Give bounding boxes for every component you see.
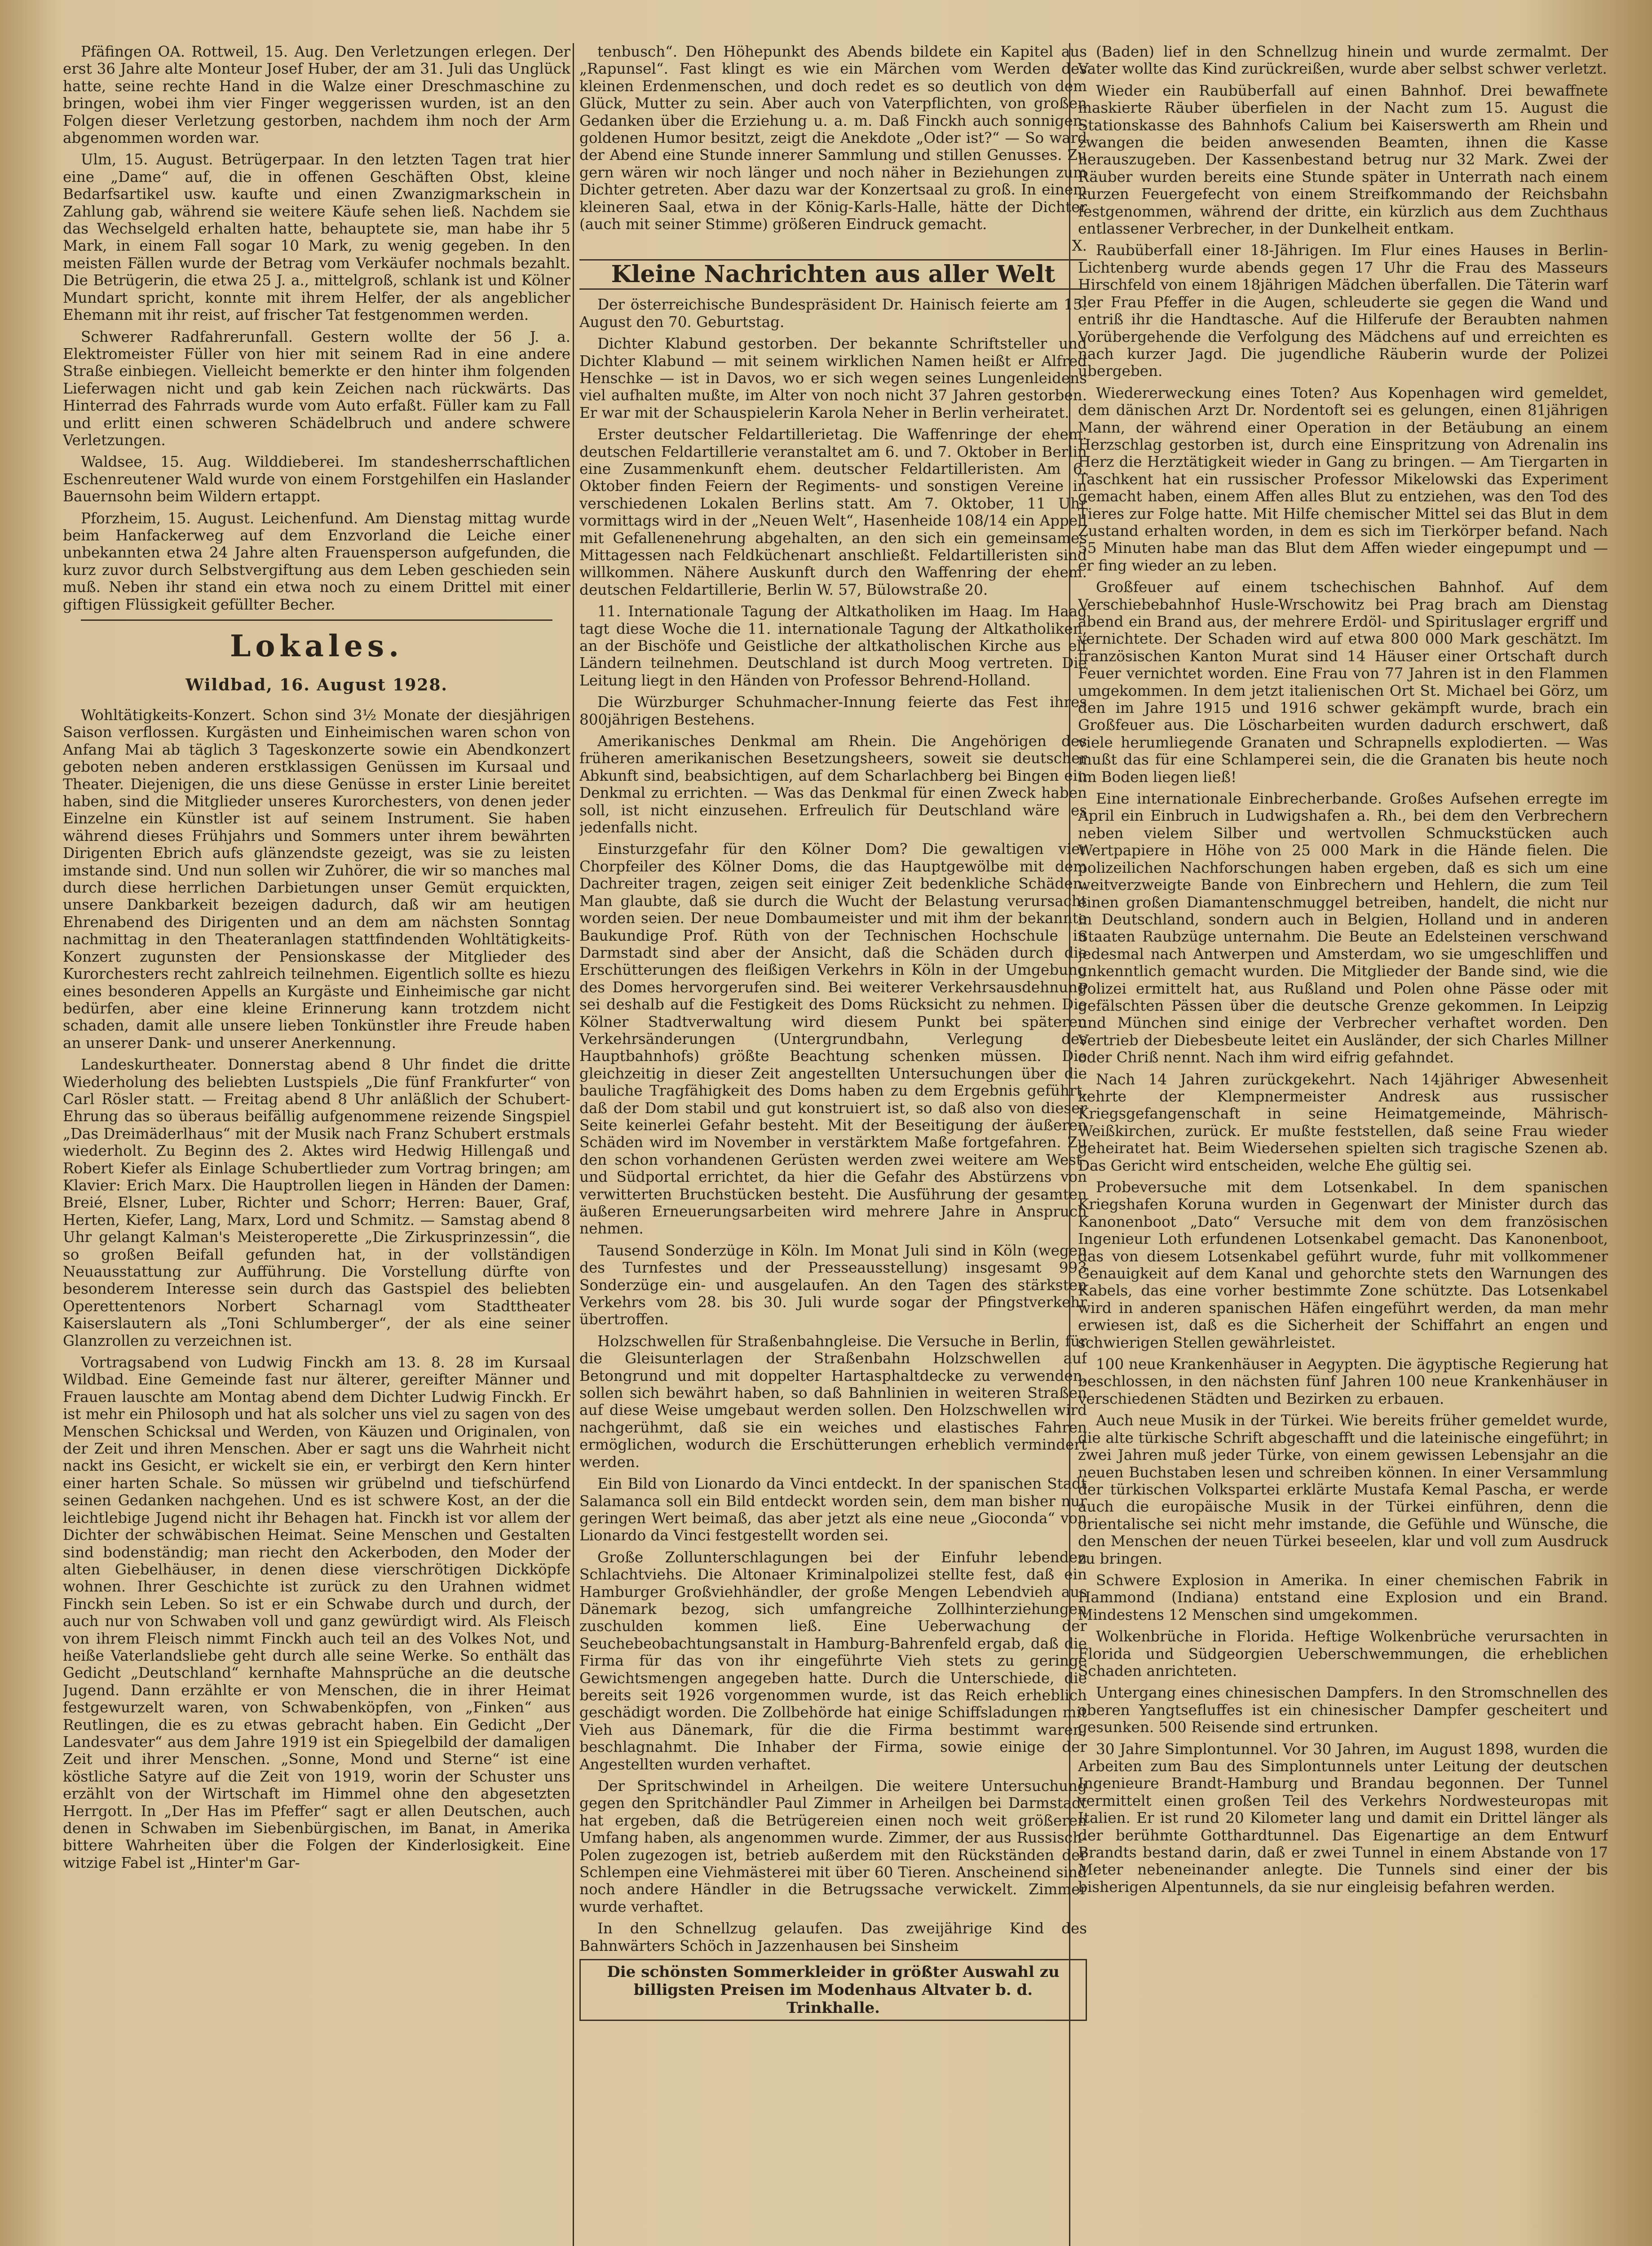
regional-news (63, 43, 570, 613)
article-paragraph: Die Würzburger Schuhmacher-Innung feierte das Fest ihres 800jährigen Bestehens. (579, 694, 1087, 728)
article-paragraph: Wolkenbrüche in Florida. Heftige Wolkenbrüche verursachten in Florida und Südgeorgien Ueberschwemmungen, die erheblichen Schaden anrichteten. (1078, 1628, 1608, 1680)
article-paragraph: Auch neue Musik in der Türkei. Wie bereits früher gemeldet wurde, die alte türkische Schrift abgeschafft und die lateinische eingeführt; in zwei Jahren muß jeder Türke, von einem gewissen Lebensjahr an die neuen Buchstaben lesen und schreiben können. In einer Versammlung der türkischen Volkspartei erklärte Mustafa Kemal Pascha, er werde auch die europäische Musik in der Türkei einführen, denn die orientalische sei nicht mehr imstande, die Gefühle und Wünsche, die den Menschen der neuen Türkei beseelen, klar und voll zum Ausdruck zu bringen. (1078, 1412, 1608, 1567)
column-1 (63, 43, 570, 2246)
dateline: Wildbad, 16. August 1928. (186, 676, 448, 694)
article-paragraph: Große Zollunterschlagungen bei der Einfuhr lebenden Schlachtviehs. Die Altonaer Kriminalpolizei stellte fest, daß ein Hamburger Großviehhändler, der große Mengen Lebendvieh aus Dänemark bezog, sich umfangreiche Zollhinterziehungen zuschulden kommen ließ. Eine Ueberwachung der Seuchebeobachtungsanstalt in Hamburg-Bahrenfeld ergab, daß die Firma für das von ihr eingeführte Vieh stets zu geringe Gewichtsmengen angegeben hatte. Durch die Unterschiede, die bereits seit 1926 vorgenommen wurde, ist das Reich erheblich geschädigt worden. Die Zollbehörde hat einige Schiffsladungen mit Vieh aus Dänemark, für die die Firma bestimmt waren, beschlagnahmt. Die Inhaber der Firma, sowie einige der Angestellten wurden verhaftet. (579, 1548, 1087, 1773)
world-news-continued (1078, 43, 1608, 1896)
review-continuation (579, 43, 1087, 233)
article-paragraph: Ein Bild von Lionardo da Vinci entdeckt. In der spanischen Stadt Salamanca soll ein Bild entdeckt worden sein, dem man bisher nur geringen Wert beimaß, das aber jetzt als eine neue „Gioconda“ von Lionardo da Vinci festgestellt worden sei. (579, 1475, 1087, 1544)
article-paragraph: Der Spritschwindel in Arheilgen. Die weitere Untersuchung gegen den Spritchändler Paul Zimmer in Arheilgen bei Darmstadt hat ergeben, daß die Betrügereien einen noch weit größeren Umfang haben, als angenommen wurde. Zimmer, der aus Russisch-Polen zugezogen ist, betrieb außerdem mit den Rückständen der Schlempen eine Viehmästerei mit über 60 Tieren. Anscheinend sind noch andere Händler in die Betrugssache verwickelt. Zimmer wurde verhaftet. (579, 1777, 1087, 1915)
article-paragraph: 30 Jahre Simplontunnel. Vor 30 Jahren, im August 1898, wurden die Arbeiten zum Bau des Simplontunnels unter Leitung der deutschen Ingenieure Brandt-Hamburg und Brandau begonnen. Der Tunnel vermittelt einen großen Teil des Verkehrs Nordwesteuropas mit Italien. Er ist rund 20 Kilometer lang und damit ein Drittel länger als der berühmte Gotthardtunnel. Das Eigenartige an dem Entwurf Brandts bestand darin, daß er zwei Tunnel in einem Abstande von 17 Meter nebeneinander anlegte. Die Tunnels sind einer der bis bisherigen Alpentunnels, da sie nur eingleisig befahren werden. (1078, 1740, 1608, 1896)
article-paragraph: Vortragsabend von Ludwig Finckh am 13. 8. 28 im Kursaal Wildbad. Eine Gemeinde fast nur älterer, gereifter Männer und Frauen lauschte am Montag abend dem Dichter Ludwig Finckh. Er ist mehr ein Philosoph und hat als solcher uns viel zu sagen von des Menschen Schicksal und Werden, von Käuzen und Originalen, von der Zeit und ihren Menschen. Aber er sagt uns die Wahrheit nicht nackt ins Gesicht, er wickelt sie ein, er verbirgt den Kern hinter einer harten Schale. So müssen wir grübelnd und tiefschürfend seinen Gedanken nachgehen. Und es ist schwere Kost, an der die leichtlebige Jugend nicht ihr Behagen hat. Finckh ist vor allem der Dichter der schwäbischen Heimat. Seine Menschen und Gestalten sind bodenständig; man riecht den Ackerboden, den Moder der alten Giebelhäuser, in denen diese vierschrötigen Dickköpfe wohnen. Ihrer Geschichte ist zurück zu den Urahnen widmet Finckh sein Leben. So ist er ein Schwabe durch und durch, der auch nur von Schwaben voll und ganz gewürdigt wird. Als Fleisch von ihrem Fleisch nimmt Finckh auch teil an des Volkes Not, und heiße Vaterlandsliebe geht durch alle seine Werke. So enthält das Gedicht „Deutschland“ kernhafte Mahnsprüche an die deutsche Jugend. Dann erzählte er von Menschen, die in ihrer Heimat festgewurzelt waren, von Schwabenköpfen, von „Finken“ aus Reutlingen, die es zu etwas gebracht haben. Ein Gedicht „Der Landesvater“ aus dem Jahre 1919 ist ein Spiegelbild der damaligen Zeit und ihrer Menschen. „Sonne, Mond und Sterne“ ist eine köstliche Satyre auf die Zeit von 1919, worin der Schuster uns erzählt von der Wirtschaft im Himmel ohne den abgesetzten Herrgott. In „Der Has im Pfeffer“ sagt er allen Deutschen, auch denen in Schwaben im Siebenbürgischen, im Banat, in Amerika bittere Wahrheiten über die Folgen der Kinderlosigkeit. Eine witzige Fabel ist „Hinter'm Gar- (63, 1354, 570, 1871)
section-title-world-news: Kleine Nachrichten aus aller Welt (579, 259, 1087, 290)
article-paragraph: Landeskurtheater. Donnerstag abend 8 Uhr findet die dritte Wiederholung des beliebten Lustspiels „Die fünf Frankfurter“ von Carl Rösler statt. — Freitag abend 8 Uhr anläßlich der Schubert-Ehrung das so überaus beifällig aufgenommene reizende Singspiel „Das Dreimäderlhaus“ mit der Musik nach Franz Schubert erstmals wiederholt. Zu Beginn des 2. Aktes wird Hedwig Hillengaß und Robert Kiefer als Einlage Schubertlieder zum Vortrag bringen; am Klavier: Erich Marx. Die Hauptrollen liegen in Händen der Damen: Breié, Elsner, Luber, Richter und Schorr; Herren: Bauer, Graf, Herten, Kiefer, Lang, Marx, Lord und Schmitz. — Samstag abend 8 Uhr gelangt Kalman's Meisteroperette „Die Zirkusprinzessin“, die so großen Beifall gefunden hat, in der vollständigen Neuausstattung zur Aufführung. Die Vorstellung dürfte von besonderem Interesse sein durch das Gastspiel des beliebten Operettentenors Norbert Scharnagl vom Stadttheater Kaiserslautern als „Toni Schlumberger“, der als eine seiner Glanzrollen zu verzeichnen ist. (63, 1056, 570, 1349)
article-paragraph: 100 neue Krankenhäuser in Aegypten. Die ägyptische Regierung hat beschlossen, in den nächsten fünf Jahren 100 neue Krankenhäuser in verschiedenen Städten und Bezirken zu erbauen. (1078, 1356, 1608, 1407)
author-signature: X. (1072, 237, 1087, 255)
article-paragraph: Wieder ein Raubüberfall auf einen Bahnhof. Drei bewaffnete maskierte Räuber überfielen in der Nacht zum 15. August die Stationskasse des Bahnhofs Calium bei Kaiserswerth am Rhein und zwangen die beiden anwesenden Beamten, ihnen die Kasse herauszugeben. Der Kassenbestand betrug nur 32 Mark. Zwei der Räuber wurden bereits eine Stunde später in Unterrath nach einem kurzen Feuergefecht von einem Streifkommando der Reichsbahn festgenommen, während der dritte, ein kürzlich aus dem Zuchthaus entlassener Verbrecher, in der Dunkelheit entkam. (1078, 82, 1608, 238)
article-paragraph: Tausend Sonderzüge in Köln. Im Monat Juli sind in Köln (wegen des Turnfestes und der Presseausstellung) insgesamt 993 Sonderzüge ein- und ausgelaufen. An den Tagen des stärksten Verkehrs vom 28. bis 30. Juli wurde sogar der Pfingstverkehr übertroffen. (579, 1242, 1087, 1328)
article-paragraph: Großfeuer auf einem tschechischen Bahnhof. Auf dem Verschiebebahnhof Husle-Wrschowitz bei Prag brach am Dienstag abend ein Brand aus, der mehrere Erdöl- und Spirituslager ergriff und vernichtete. Der Schaden wird auf etwa 800 000 Mark geschätzt. Im französischen Kanton Murat sind 14 Häuser einer Ortschaft durch Feuer vernichtet worden. Eine Frau von 77 Jahren ist in den Flammen umgekommen. In dem jetzt italienischen Ort St. Michael bei Görz, um den im Jahre 1915 und 1916 schwer gekämpft wurde, brach ein Großfeuer aus. Die Löscharbeiten wurden dadurch erschwert, daß viele herumliegende Granaten und Schrapnells explodierten. — Was mußt das für eine Schlamperei sein, die die Granaten bis heute noch im Boden liegen ließ! (1078, 579, 1608, 786)
column-rule (573, 43, 574, 2246)
article-paragraph: Der österreichische Bundespräsident Dr. Hainisch feierte am 15. August den 70. Geburtstag. (579, 296, 1087, 331)
section-title-lokales (63, 629, 570, 702)
divider (81, 619, 552, 621)
article-paragraph: Schwere Explosion in Amerika. In einer chemischen Fabrik in Hammond (Indiana) entstand eine Explosion und ein Brand. Mindestens 12 Menschen sind umgekommen. (1078, 1571, 1608, 1623)
column-3 (1078, 43, 1608, 2246)
article-paragraph: In den Schnellzug gelaufen. Das zweijährige Kind des Bahnwärters Schöch in Jazzenhausen bei Sinsheim (579, 1920, 1087, 1954)
article-paragraph: Untergang eines chinesischen Dampfers. In den Stromschnellen des oberen Yangtsefluffes ist ein chinesischer Dampfer gescheitert und gesunken. 500 Reisende sind ertrunken. (1078, 1684, 1608, 1736)
article-paragraph: Pfäfingen OA. Rottweil, 15. Aug. Den Verletzungen erlegen. Der erst 36 Jahre alte Monteur Josef Huber, der am 31. Juli das Unglück hatte, seine rechte Hand in die Walze einer Dreschmaschine zu bringen, wobei ihm vier Finger weggerissen wurden, ist an den Folgen dieser Verletzung gestorben, nachdem ihm noch der Arm abgenommen worden war. (63, 43, 570, 147)
article-paragraph: tenbusch“. Den Höhepunkt des Abends bildete ein Kapitel aus „Rapunsel“. Fast klingt es wie ein Märchen vom Werden des kleinen Erdenmenschen, und doch redet es so deutlich von dem Glück, Mutter zu sein. Aber auch von Vaterpflichten, von großen Gedanken über die Erziehung u. a. m. Daß Finckh auch sonnigen, goldenen Humor besitzt, zeigt die Anekdote „Oder ist?“ — So ward der Abend eine Stunde innerer Sammlung und stillen Genusses. Zu gern wären wir noch länger und noch näher in Beziehungen zum Dichter getreten. Aber dazu war der Konzertsaal zu groß. In einem kleineren Saal, etwa in der König-Karls-Halle, hätte der Dichter (auch mit seiner Stimme) größeren Eindruck gemacht. (579, 43, 1087, 233)
section-title-text: Lokales. (230, 628, 404, 663)
world-news (579, 296, 1087, 1954)
article-paragraph: Probeversuche mit dem Lotsenkabel. In dem spanischen Kriegshafen Koruna wurden in Gegenwart der Minister durch das Kanonenboot „Dato“ Versuche mit dem von dem französischen Ingenieur Loth erfundenen Lotsenkabel gemacht. Das Kanonenboot, das von diesem Lotsenkabel geführt wurde, fuhr mit vollkommener Genauigkeit auf dem Kanal und gehorchte stets den Warnungen des Kabels, das eine vorher bestimmte Zone schützte. Das Lotsenkabel wird in anderen spanischen Häfen eingeführt werden, da man mehr erwiesen ist, daß es die Sicherheit der Schiffahrt an engen und schwierigen Stellen gewährleistet. (1078, 1179, 1608, 1351)
article-paragraph: (Baden) lief in den Schnellzug hinein und wurde zermalmt. Der Vater wollte das Kind zurückreißen, wurde aber selbst schwer verletzt. (1078, 43, 1608, 78)
article-paragraph: Amerikanisches Denkmal am Rhein. Die Angehörigen des früheren amerikanischen Besetzungsheers, soweit sie deutscher Abkunft sind, beabsichtigen, auf dem Scharlachberg bei Bingen ein Denkmal zu errichten. — Was das Denkmal für einen Zweck haben soll, ist nicht einzusehen. Erfreulich für Deutschland wäre es jedenfalls nicht. (579, 733, 1087, 836)
article-paragraph: Erster deutscher Feldartillerietag. Die Waffenringe der ehem. deutschen Feldartillerie veranstaltet am 6. und 7. Oktober in Berlin eine Zusammenkunft ehem. deutscher Feldartilleristen. Am 6. Oktober finden Feiern der Regiments- und sonstigen Vereine in verschiedenen Lokalen Berlins statt. Am 7. Oktober, 11 Uhr vormittags wird in der „Neuen Welt“, Hasenheide 108/14 ein Appell mit Gefallenenehrung abgehalten, an den sich ein gemeinsames Mittagessen nach Feldküchenart anschließt. Feldartilleristen sind willkommen. Nähere Auskunft durch den Waffenring der ehem. deutschen Feldartillerie, Berlin W. 57, Bülowstraße 20. (579, 426, 1087, 598)
column-2 (579, 43, 1087, 2246)
article-paragraph: Holzschwellen für Straßenbahngleise. Die Versuche in Berlin, für die Gleisunterlagen der Straßenbahn Holzschwellen auf Betongrund und mit doppelter Hartasphaltdecke zu verwenden, sollen sich bewährt haben, so daß Bahnlinien in weiteren Straßen auf diese Weise umgebaut werden sollen. Den Holzschwellen wird nachgerühmt, daß sie ein weiches und elastisches Fahren ermöglichen, wodurch die Erschütterungen erheblich vermindert werden. (579, 1332, 1087, 1471)
article-paragraph: Einsturzgefahr für den Kölner Dom? Die gewaltigen vier Chorpfeiler des Kölner Doms, die das Hauptgewölbe mit dem Dachreiter tragen, zeigen seit einiger Zeit bedenkliche Schäden. Man glaubte, daß sie durch die Wucht der Belastung verursacht worden seien. Der neue Dombaumeister und mit ihm der bekannte Baukundige Prof. Rüth von der Technischen Hochschule in Darmstadt sind aber der Ansicht, daß die Schäden durch die Erschütterungen des fleißigen Verkehrs in Köln in der Umgebung des Domes hervorgerufen sind. Bei weiterer Verkehrsausdehnung sei deshalb auf die Festigkeit des Doms Rücksicht zu nehmen. Die Kölner Stadtverwaltung wird diesem Punkt bei späteren Verkehrsänderungen (Untergrundbahn, Verlegung des Hauptbahnhofs) größte Beachtung schenken müssen. Die gleichzeitig in dieser Zeit angestellten Untersuchungen über die bauliche Tragfähigkeit des Doms haben zu dem Ergebnis geführt, daß der Dom stabil und gut konstruiert ist, so daß also von dieser Seite keinerlei Gefahr besteht. Mit der Beseitigung der äußeren Schäden wird im November in verstärktem Maße fortgefahren. Zu den schon vorhandenen Gerüsten werden zwei weitere am West- und Südportal errichtet, da hier die Gefahr des Abstürzens von verwitterten Bruchstücken besteht. Die Ausführung der gesamten äußeren Erneuerungsarbeiten wird mehrere Jahre in Anspruch nehmen. (579, 840, 1087, 1238)
article-paragraph: Nach 14 Jahren zurückgekehrt. Nach 14jähriger Abwesenheit kehrte der Klempnermeister Andresk aus russischer Kriegsgefangenschaft in seine Heimatgemeinde, Mährisch-Weißkirchen, zurück. Er mußte feststellen, daß seine Frau wieder geheiratet hat. Beim Wiedersehen spielten sich tragische Szenen ab. Das Gericht wird entscheiden, welche Ehe gültig sei. (1078, 1070, 1608, 1174)
article-paragraph: Wiedererweckung eines Toten? Aus Kopenhagen wird gemeldet, dem dänischen Arzt Dr. Nordentoft sei es gelungen, einen 81jährigen Mann, der während einer Operation in der Betäubung an einem Herzschlag gestorben ist, durch eine Einspritzung von Adrenalin ins Herz die Herztätigkeit wieder in Gang zu bringen. — Am Tiergarten in Taschkent hat ein russischer Professor Mikelowski das Experiment gemacht haben, einem Affen alles Blut zu entziehen, was den Tod des Tieres zur Folge hatte. Mit Hilfe chemischer Mittel sei das Blut in dem Zustand erhalten worden, in dem es sich im Tierkörper befand. Nach 55 Minuten habe man das Blut dem Affen wieder eingepumpt und — er fing wieder an zu leben. (1078, 384, 1608, 574)
article-paragraph: Eine internationale Einbrecherbande. Großes Aufsehen erregte im April ein Einbruch in Ludwigshafen a. Rh., bei dem den Verbrechern neben vielem Silber und wertvollen Schmuckstücken auch Wertpapiere in Höhe von 25 000 Mark in die Hände fielen. Die polizeilichen Nachforschungen haben ergeben, daß es sich um eine weitverzweigte Bande von Einbrechern und Hehlern, die zum Teil einen großen Diamantenschmuggel betreiben, handelt, die nicht nur in Deutschland, sondern auch in Belgien, Holland und in anderen Staaten Raubzüge unternahm. Die Beute an Edelsteinen verschwand jedesmal nach Antwerpen und Amsterdam, wo sie umgeschliffen und unkenntlich gemacht wurden. Die Mitglieder der Bande sind, wie die Polizei ermittelt hat, aus Rußland und Polen ohne Pässe oder mit gefälschten Pässen über die deutsche Grenze gekommen. In Leipzig und München sind einige der Verbrecher verhaftet worden. Den Vertrieb der Diebesbeute leitet ein Ausländer, der sich Charles Millner oder Chriß nennt. Nach ihm wird eifrig gefahndet. (1078, 790, 1608, 1066)
article-paragraph: Pforzheim, 15. August. Leichenfund. Am Dienstag mittag wurde beim Hanfackerweg auf dem Enzvorland die Leiche einer unbekannten etwa 24 Jahre alten Frauensperson aufgefunden, die kurz zuvor durch Selbstvergiftung aus dem Leben geschieden sein muß. Neben ihr stand ein etwa noch zu einem Drittel mit einer giftigen Flüssigkeit gefüllter Becher. (63, 509, 570, 613)
article-paragraph: Dichter Klabund gestorben. Der bekannte Schriftsteller und Dichter Klabund — mit seinem wirklichen Namen heißt er Alfred Henschke — ist in Davos, wo er sich wegen seines Lungenleidens viel aufhalten mußte, im Alter von noch nicht 37 Jahren gestorben. Er war mit der Schauspielerin Karola Neher in Berlin verheiratet. (579, 335, 1087, 421)
article-paragraph: Schwerer Radfahrerunfall. Gestern wollte der 56 J. a. Elektromeister Füller von hier mit seinem Rad in eine andere Straße einbiegen. Vielleicht bemerkte er den hinter ihm folgenden Lieferwagen nicht und gab kein Zeichen nach rückwärts. Das Hinterrad des Fahrrads wurde vom Auto erfaßt. Füller kam zu Fall und erlitt einen schweren Schädelbruch und andere schwere Verletzungen. (63, 328, 570, 449)
article-paragraph: Ulm, 15. August. Betrügerpaar. In den letzten Tagen trat hier eine „Dame“ auf, die in offenen Geschäften Obst, kleine Bedarfsartikel usw. kaufte und einen Zwanzigmarkschein in Zahlung gab, während sie weitere Käufe sehen ließ. Nachdem sie das Wechselgeld erhalten hatte, behauptete sie, man habe ihr 5 Mark, in einem Fall sogar 10 Mark, zu wenig gegeben. In den meisten Fällen wurde der Betrag vom Verkäufer nochmals bezahlt. Die Betrügerin, die etwa 25 J. a., mittelgroß, schlank ist und Kölner Mundart spricht, konnte mit ihrem Helfer, der als angeblicher Ehemann mit ihr reist, auf frischer Tat festgenommen werden. (63, 151, 570, 324)
local-news (63, 707, 570, 1871)
article-paragraph: Wohltätigkeits-Konzert. Schon sind 3½ Monate der diesjährigen Saison verflossen. Kurgästen und Einheimischen waren schon von Anfang Mai ab täglich 3 Tageskonzerte sowie ein Abendkonzert geboten neben anderen erstklassigen Genüssen im Kursaal und Theater. Diejenigen, die uns diese Genüsse in erster Linie bereitet haben, sind die Mitglieder unseres Kurorchesters, von denen jeder Einzelne ein Künstler ist auf seinem Instrument. Sie haben während dieses Frühjahrs und Sommers unter ihrem bewährten Dirigenten Ebrich aufs glänzendste gezeigt, was sie zu leisten imstande sind. Und nun sollen wir Zuhörer, die wir so manches mal durch diese herrlichen Darbietungen unser Gemüt erquickten, unsere Dankbarkeit bezeigen dadurch, daß wir am heutigen Ehrenabend des Dirigenten und an dem am nächsten Sonntag nachmittag in den Theateranlagen stattfindenden Wohltätigkeits-Konzert zugunsten der Pensionskasse der Mitglieder des Kurorchesters recht zahlreich teilnehmen. Eigentlich sollte es hiezu eines besonderen Appells an Kurgäste und Einheimische gar nicht bedürfen, aber eine kleine Erinnerung kann trotzdem nicht schaden, damit alle unsere lieben Tonkünstler ihre Freude haben an unserer Dank- und unserer Anerkennung. (63, 707, 570, 1052)
article-paragraph: 11. Internationale Tagung der Altkatholiken im Haag. Im Haag tagt diese Woche die 11. internationale Tagung der Altkatholiken, an der Bischöfe und Geistliche der altkatholischen Kirche aus elf Ländern teilnehmen. Deutschland ist durch Moog vertreten. Die Leitung liegt in den Händen von Professor Behrend-Holland. (579, 603, 1087, 689)
advertisement: Die schönsten Sommerkleider in größter Auswahl zu billigsten Preisen im Modenhaus Altvater b. d. Trinkhalle. (579, 1959, 1087, 2021)
article-paragraph: Waldsee, 15. Aug. Wilddieberei. Im standesherrschaftlichen Eschenreutener Wald wurde von einem Forstgehilfen ein Haslander Bauernsohn beim Wildern ertappt. (63, 453, 570, 505)
article-paragraph: Raubüberfall einer 18-Jährigen. Im Flur eines Hauses in Berlin-Lichtenberg wurde abends gegen 17 Uhr die Frau des Masseurs Hirschfeld von einem 18jährigen Mädchen überfallen. Die Täterin warf der Frau Pfeffer in die Augen, schleuderte sie gegen die Wand und entriß ihr die Handtasche. Auf die Hilferufe der Beraubten nahmen Vorübergehende die Verfolgung des Mädchens auf und erreichten es nach kurzer Jagd. Die jugendliche Räuberin wurde der Polizei übergeben. (1078, 242, 1608, 380)
